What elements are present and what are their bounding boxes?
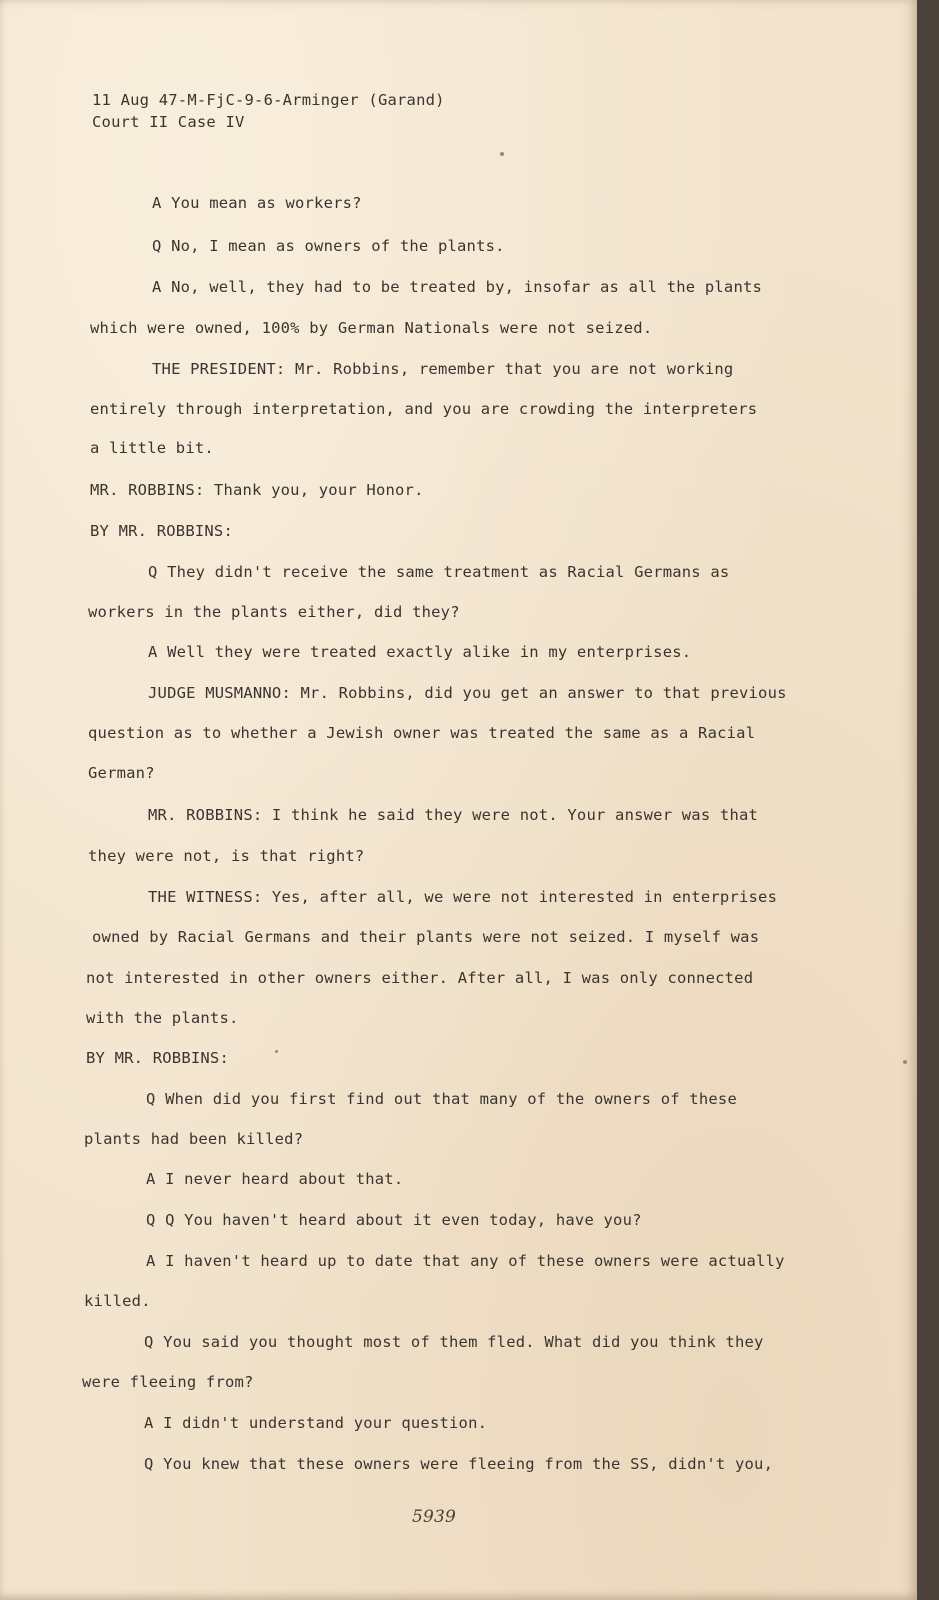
transcript-line: A I didn't understand your question. (144, 1414, 488, 1432)
header-line-2: Court II Case IV (92, 113, 245, 131)
transcript-line: with the plants. (86, 1009, 239, 1027)
paper-speck (500, 152, 504, 156)
transcript-line: A No, well, they had to be treated by, insofar as all the plants (152, 278, 763, 296)
transcript-line: German? (88, 764, 155, 782)
paper-speck (903, 1060, 907, 1064)
transcript-line: A I haven't heard up to date that any of these owners were actually (146, 1252, 785, 1270)
transcript-line: they were not, is that right? (88, 847, 365, 865)
paper-speck (275, 1050, 278, 1053)
transcript-line: not interested in other owners either. After all, I was only connected (86, 969, 754, 987)
page-number: 5939 (412, 1507, 457, 1527)
transcript-line: which were owned, 100% by German Nationals were not seized. (90, 319, 653, 337)
transcript-line: MR. ROBBINS: I think he said they were not. Your answer was that (148, 806, 759, 824)
transcript-line: killed. (84, 1292, 151, 1310)
transcript-line: BY MR. ROBBINS: (86, 1049, 229, 1067)
scan-edge (917, 0, 939, 1600)
transcript-line: MR. ROBBINS: Thank you, your Honor. (90, 481, 424, 499)
transcript-line: THE WITNESS: Yes, after all, we were not interested in enterprises (148, 888, 778, 906)
transcript-line: A Well they were treated exactly alike in my enterprises. (148, 643, 692, 661)
transcript-line: question as to whether a Jewish owner was treated the same as a Racial (88, 724, 756, 742)
transcript-line: a little bit. (90, 439, 214, 457)
transcript-line: entirely through interpretation, and you are crowding the interpreters (90, 400, 758, 418)
transcript-line: Q Q You haven't heard about it even today, have you? (146, 1211, 642, 1229)
transcript-line: THE PRESIDENT: Mr. Robbins, remember that you are not working (152, 360, 734, 378)
transcript-line: Q You said you thought most of them fled. What did you think they (144, 1333, 764, 1351)
transcript-line: BY MR. ROBBINS: (90, 522, 233, 540)
transcript-line: JUDGE MUSMANNO: Mr. Robbins, did you get an answer to that previous (148, 684, 787, 702)
transcript-line: Q They didn't receive the same treatment as Racial Germans as (148, 563, 730, 581)
transcript-line: A I never heard about that. (146, 1170, 404, 1188)
transcript-line: plants had been killed? (84, 1130, 304, 1148)
transcript-line: Q When did you first find out that many of the owners of these (146, 1090, 737, 1108)
transcript-line: were fleeing from? (82, 1373, 254, 1391)
transcript-line: owned by Racial Germans and their plants were not seized. I myself was (92, 928, 760, 946)
transcript-line: workers in the plants either, did they? (88, 603, 460, 621)
transcript-line: Q You knew that these owners were fleeing from the SS, didn't you, (144, 1455, 774, 1473)
header-line-1: 11 Aug 47-M-FjC-9-6-Arminger (Garand) (92, 91, 445, 109)
transcript-line: Q No, I mean as owners of the plants. (152, 237, 505, 255)
transcript-line: A You mean as workers? (152, 194, 362, 212)
